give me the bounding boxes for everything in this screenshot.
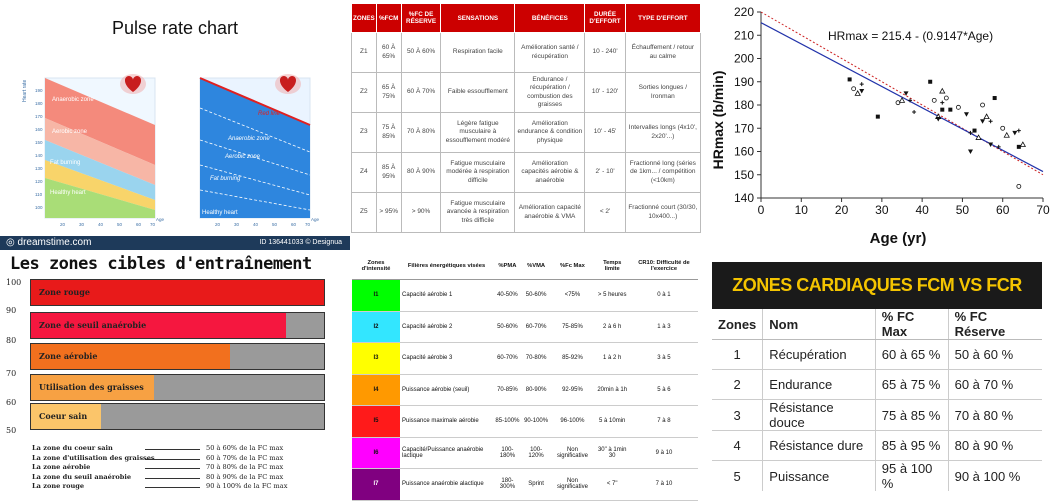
table-cell: 70-80% (522, 343, 551, 375)
hrmax-scatter-chart (705, 0, 1052, 250)
table-cell: Z4 (352, 153, 377, 193)
table-cell: < 7" (594, 469, 629, 501)
table-cell: 180-300% (493, 469, 522, 501)
table-row (352, 406, 698, 438)
zone-bar-label: Coeur sain (39, 411, 88, 421)
table-row (352, 33, 701, 73)
column-header: % FC Réserve (948, 309, 1042, 340)
x-tick: 50 (272, 222, 278, 227)
table-row (352, 280, 698, 312)
zone-cell: I5 (352, 406, 400, 438)
x-axis-label: Age (yr) (869, 230, 927, 247)
footer-brand: ◎ dreamstime.com (6, 237, 92, 248)
y-tick: 180 (35, 101, 43, 106)
table-cell: 4 (712, 431, 763, 461)
x-tick: 40 (253, 222, 259, 227)
y-tick: 90 (6, 306, 17, 315)
table-cell: Résistance douce (763, 400, 876, 431)
legend-name: La zone du coeur sain (32, 444, 113, 452)
zone-label: Aerobic zone (225, 154, 261, 160)
data-point (852, 87, 856, 91)
zone-label: Fat burning (210, 176, 241, 182)
table-cell: 1 à 2 h (594, 343, 629, 375)
table-cell: Endurance (763, 370, 876, 400)
y-tick-label: 170 (733, 121, 754, 136)
column-header: DURÉE D'EFFORT (585, 4, 625, 33)
table-cell: 2' - 10' (585, 153, 625, 193)
table-cell: 75-85% (550, 311, 594, 343)
data-point (928, 80, 932, 84)
table-row (352, 343, 698, 375)
y-tick: 50 (6, 426, 17, 435)
table-cell: 40-50% (493, 280, 522, 312)
table-cell: 85-100% (493, 406, 522, 438)
y-axis-label: HRmax (b/min) (710, 70, 726, 170)
data-point (1001, 126, 1005, 130)
zone-label: Healthy heart (202, 210, 238, 216)
x-tick-label: 0 (757, 203, 765, 217)
table-row (352, 437, 698, 469)
zones-table (351, 3, 701, 233)
column-header: %Fc Max (550, 253, 594, 280)
table-cell: Puissance aérobie (seuil) (400, 374, 493, 406)
hrmax-scatter-panel (705, 0, 1052, 250)
zone-cell: I2 (352, 311, 400, 343)
column-header: Temps limite (594, 253, 629, 280)
table-cell: 60 À 65% (376, 33, 401, 73)
table-row (712, 400, 1042, 431)
heart-icon (275, 74, 301, 94)
column-header: CR10: Difficulté de l'exercice (630, 253, 698, 280)
zone-bar (30, 403, 325, 430)
table-cell: Amélioration santé / récupération (515, 33, 585, 73)
table-cell: > 90% (401, 193, 441, 233)
zone-label: Anaerobic zone (52, 97, 94, 103)
table-cell: 10' - 120' (585, 73, 625, 113)
pulse-ylabel: Heart rate (22, 79, 28, 102)
column-header: Zones d'intensité (352, 253, 400, 280)
table-cell: 100-180% (493, 437, 522, 469)
x-tick-label: 50 (955, 203, 970, 217)
table-cell: Récupération (763, 340, 876, 370)
table-cell: Z5 (352, 193, 377, 233)
data-point (1017, 184, 1021, 188)
data-point (980, 119, 985, 124)
pulse-chart-left (22, 78, 155, 218)
table-row (352, 374, 698, 406)
table-cell: 85 à 95 % (875, 431, 948, 461)
table-cell: 60-70% (493, 343, 522, 375)
y-tick: 120 (35, 179, 43, 184)
x-axis-label: Age (311, 217, 320, 222)
table-cell: 60 à 65 % (875, 340, 948, 370)
fcm-fcr-table (712, 309, 1042, 491)
zone-bar (30, 279, 325, 306)
x-tick-label: 20 (834, 203, 849, 217)
x-tick: 70 (150, 222, 156, 227)
table-cell: 80 À 90% (401, 153, 441, 193)
table-row (712, 461, 1042, 492)
table-cell: Fatigue musculaire avancée à respiration très difficile (441, 193, 515, 233)
table-cell: Faible essoufflement (441, 73, 515, 113)
table-cell: Sorties longues / Ironman (625, 73, 700, 113)
table-cell: 60 À 70% (401, 73, 441, 113)
y-tick-label: 200 (733, 51, 754, 66)
table-cell: Fatigue musculaire modérée à respiration difficile (441, 153, 515, 193)
zone-label: Fat burning (50, 160, 81, 166)
data-point (848, 77, 852, 81)
zone-cell: I6 (352, 437, 400, 469)
column-header: %PMA (493, 253, 522, 280)
data-point (968, 150, 973, 155)
table-cell: Fractionné long (séries de 1km... / compétition (<10km) (625, 153, 700, 193)
column-header: Zones (712, 309, 763, 340)
data-point (981, 103, 985, 107)
y-tick: 140 (35, 153, 43, 158)
footer-id: ID 136441033 © Designua (259, 239, 342, 246)
x-axis-label: Age (156, 217, 165, 222)
table-row (352, 73, 701, 113)
legend-name: La zone rouge (32, 482, 85, 490)
legend-name: La zone du seuil anaérobie (32, 472, 132, 481)
data-point (1012, 131, 1017, 136)
data-point (1004, 133, 1009, 138)
data-point (912, 110, 916, 114)
zone-label: Red line (258, 111, 281, 117)
y-tick: 170 (35, 114, 43, 119)
data-point (940, 89, 945, 94)
table-header-row (712, 309, 1042, 340)
zone-bar-label: Zone aérobie (39, 351, 98, 361)
zone-cell: I3 (352, 343, 400, 375)
table-cell: Non significative (550, 469, 594, 501)
legend-range: 80 à 90% de la FC max (206, 472, 284, 481)
zone-bar (30, 374, 325, 401)
x-tick-label: 40 (915, 203, 929, 217)
data-point (932, 98, 936, 102)
column-header: ZONES (352, 4, 377, 33)
pulse-rate-chart-panel (0, 0, 350, 250)
y-tick-label: 150 (733, 167, 754, 182)
table-cell: 50 À 60% (401, 33, 441, 73)
column-header: SENSATIONS (441, 4, 515, 33)
x-tick-label: 70 (1036, 203, 1050, 217)
data-point (973, 129, 977, 133)
regression-equation: HRmax = 215.4 - (0.9147*Age) (828, 29, 994, 43)
data-point (956, 105, 960, 109)
data-point (993, 96, 997, 100)
x-tick-label: 30 (875, 203, 889, 217)
table-cell: <75% (550, 280, 594, 312)
table-cell: 80 à 90 % (948, 431, 1042, 461)
table-cell: Légère fatigue musculaire à essoufflement modéré (441, 113, 515, 153)
table-row (712, 370, 1042, 400)
table-row (352, 469, 698, 501)
y-tick: 190 (35, 88, 43, 93)
table-row (712, 340, 1042, 370)
table-cell: Intervalles longs (4x10', 2x20'...) (625, 113, 700, 153)
x-tick: 40 (98, 222, 104, 227)
legend-range: 90 à 100% de la FC max (206, 482, 288, 490)
column-header: %VMA (522, 253, 551, 280)
zone-cell: I1 (352, 280, 400, 312)
table-cell: 85-92% (550, 343, 594, 375)
zone-label: Aerobic zone (52, 129, 88, 135)
x-tick-label: 10 (794, 203, 808, 217)
x-tick: 30 (79, 222, 85, 227)
column-header: %FCM (376, 4, 401, 33)
x-tick: 60 (291, 222, 297, 227)
energy-table (352, 253, 698, 501)
table-cell: Capacité aérobie 3 (400, 343, 493, 375)
x-tick: 60 (136, 222, 142, 227)
pulse-chart-title: Pulse rate chart (111, 18, 239, 38)
data-point (936, 117, 941, 122)
table-cell: Amélioration endurance & condition physique (515, 113, 585, 153)
zones-table-panel (351, 3, 701, 246)
heart-icon (120, 74, 146, 94)
legend-name: La zone d'utilisation des graisses (32, 453, 155, 462)
table-cell: Non significative (550, 437, 594, 469)
y-tick-label: 210 (733, 28, 754, 43)
table-row (352, 193, 701, 233)
table-cell: 1 (712, 340, 763, 370)
column-header: TYPE D'EFFORT (625, 4, 700, 33)
data-point (855, 91, 860, 96)
table-cell: 60 à 70 % (948, 370, 1042, 400)
target-zones-title: Les zones cibles d'entraînement (10, 254, 312, 274)
table-cell: 100-120% (522, 437, 551, 469)
data-point (944, 96, 948, 100)
table-cell: Fractionné court (30/30, 10x400...) (625, 193, 700, 233)
y-tick: 70 (6, 369, 17, 378)
table-cell: 3 à 5 (630, 343, 698, 375)
table-cell: 95 à 100 % (875, 461, 948, 492)
table-cell: 50-60% (493, 311, 522, 343)
data-point (1017, 129, 1021, 133)
table-row (712, 431, 1042, 461)
table-cell: 70-85% (493, 374, 522, 406)
y-tick: 150 (35, 140, 43, 145)
y-tick: 80 (6, 336, 17, 345)
table-cell: 65 à 75 % (875, 370, 948, 400)
zone-bar-label: Zone de seuil anaérobie (39, 320, 147, 330)
table-cell: 80-90% (522, 374, 551, 406)
data-point (860, 82, 864, 86)
x-tick: 70 (305, 222, 311, 227)
data-point (948, 108, 952, 112)
table-row (352, 311, 698, 343)
table-cell: 10' - 45' (585, 113, 625, 153)
data-point (940, 101, 944, 105)
table-cell: < 2' (585, 193, 625, 233)
table-cell: Sprint (522, 469, 551, 501)
y-tick: 130 (35, 166, 43, 171)
table-cell: 20min à 1h (594, 374, 629, 406)
table-cell: 9 à 10 (630, 437, 698, 469)
watermark-footer (0, 236, 350, 250)
legend-range: 50 à 60% de la FC max (206, 444, 284, 452)
y-tick-label: 190 (733, 74, 754, 89)
column-header: BÉNÉFICES (515, 4, 585, 33)
table-cell: 3 (712, 400, 763, 431)
table-row (352, 113, 701, 153)
table-cell: Puissance maximale aérobie (400, 406, 493, 438)
y-tick: 100 (35, 205, 43, 210)
table-cell: Capacité/Puissance anaérobie lactique (400, 437, 493, 469)
column-header: Filières énergétiques visées (400, 253, 493, 280)
table-cell: > 95% (376, 193, 401, 233)
table-cell: Puissance (763, 461, 876, 492)
table-cell: 96-100% (550, 406, 594, 438)
zone-cell: I7 (352, 469, 400, 501)
table-cell: 30" à 1min 30 (594, 437, 629, 469)
column-header: Nom (763, 309, 876, 340)
table-cell: 50 à 60 % (948, 340, 1042, 370)
energy-table-panel (352, 253, 698, 499)
table-cell: Amélioration capacité anaérobie & VMA (515, 193, 585, 233)
table-cell: Capacité aérobie 2 (400, 311, 493, 343)
table-cell: Endurance / récupération / combustion des graisses (515, 73, 585, 113)
table-cell: 10 - 240' (585, 33, 625, 73)
column-header: % FC Max (875, 309, 948, 340)
table-cell: 50-60% (522, 280, 551, 312)
table-cell: Puissance anaérobie alactique (400, 469, 493, 501)
table-cell: 92-95% (550, 374, 594, 406)
pulse-chart-right (200, 78, 310, 218)
table-cell: Z1 (352, 33, 377, 73)
table-cell: 85 À 95% (376, 153, 401, 193)
table-cell: Z2 (352, 73, 377, 113)
x-tick: 50 (117, 222, 123, 227)
column-header: %FC DE RÉSERVE (401, 4, 441, 33)
target-zones-panel (0, 251, 338, 501)
table-cell: 70 à 80 % (948, 400, 1042, 431)
zone-bar-label: Zone rouge (39, 287, 90, 297)
table-cell: 60-70% (522, 311, 551, 343)
data-point (984, 114, 989, 119)
y-tick: 160 (35, 127, 43, 132)
zone-bar-label: Utilisation des graisses (39, 382, 144, 392)
y-tick-label: 220 (733, 5, 754, 19)
table-cell: 0 à 1 (630, 280, 698, 312)
legend-name: La zone aérobie (32, 463, 91, 471)
table-cell: Résistance dure (763, 431, 876, 461)
fcm-fcr-title: ZONES CARDIAQUES FCM VS FCR (712, 262, 1042, 309)
table-cell: Amélioration capacités aérobie & anaérobie (515, 153, 585, 193)
table-cell: 70 À 80% (401, 113, 441, 153)
zone-bar (30, 343, 325, 370)
y-tick: 110 (35, 192, 43, 197)
table-cell: 7 à 8 (630, 406, 698, 438)
table-cell: 5 à 6 (630, 374, 698, 406)
data-point (976, 135, 981, 140)
data-point (1020, 142, 1025, 147)
table-cell: Respiration facile (441, 33, 515, 73)
table-cell: 2 à 6 h (594, 311, 629, 343)
table-cell: Échauffement / retour au calme (625, 33, 700, 73)
data-point (989, 119, 993, 123)
table-cell: > 5 heures (594, 280, 629, 312)
y-tick: 60 (6, 398, 17, 407)
fcm-fcr-panel (712, 262, 1042, 491)
y-tick-label: 160 (733, 144, 754, 159)
table-cell: 1 à 3 (630, 311, 698, 343)
legend-range: 70 à 80% de la FC max (206, 463, 284, 471)
data-point (940, 108, 944, 112)
x-tick: 20 (215, 222, 221, 227)
table-cell: 75 À 85% (376, 113, 401, 153)
table-cell: 90 à 100 % (948, 461, 1042, 492)
data-point (859, 89, 864, 94)
table-cell: 7 à 10 (630, 469, 698, 501)
zone-cell: I4 (352, 374, 400, 406)
table-cell: 75 à 85 % (875, 400, 948, 431)
y-tick-label: 140 (733, 191, 754, 205)
table-cell: 5 à 10min (594, 406, 629, 438)
table-cell: 90-100% (522, 406, 551, 438)
x-tick-label: 60 (996, 203, 1010, 217)
table-header-row (352, 4, 701, 33)
table-cell: 2 (712, 370, 763, 400)
table-cell: Z3 (352, 113, 377, 153)
data-point (964, 112, 969, 117)
data-point (876, 115, 880, 119)
y-tick-label: 180 (733, 98, 754, 112)
zone-label: Healthy heart (50, 190, 86, 196)
x-tick: 30 (234, 222, 240, 227)
table-header-row (352, 253, 698, 280)
legend-range: 60 à 70% de la FC max (206, 453, 284, 462)
pulse-chart-svg (0, 0, 350, 236)
table-cell: 65 À 75% (376, 73, 401, 113)
zone-bar (30, 312, 325, 339)
table-cell: Capacité aérobie 1 (400, 280, 493, 312)
x-tick: 20 (60, 222, 66, 227)
table-row (352, 153, 701, 193)
y-tick: 100 (6, 278, 22, 287)
zone-label: Anaerobic zone (228, 136, 270, 142)
table-cell: 5 (712, 461, 763, 492)
